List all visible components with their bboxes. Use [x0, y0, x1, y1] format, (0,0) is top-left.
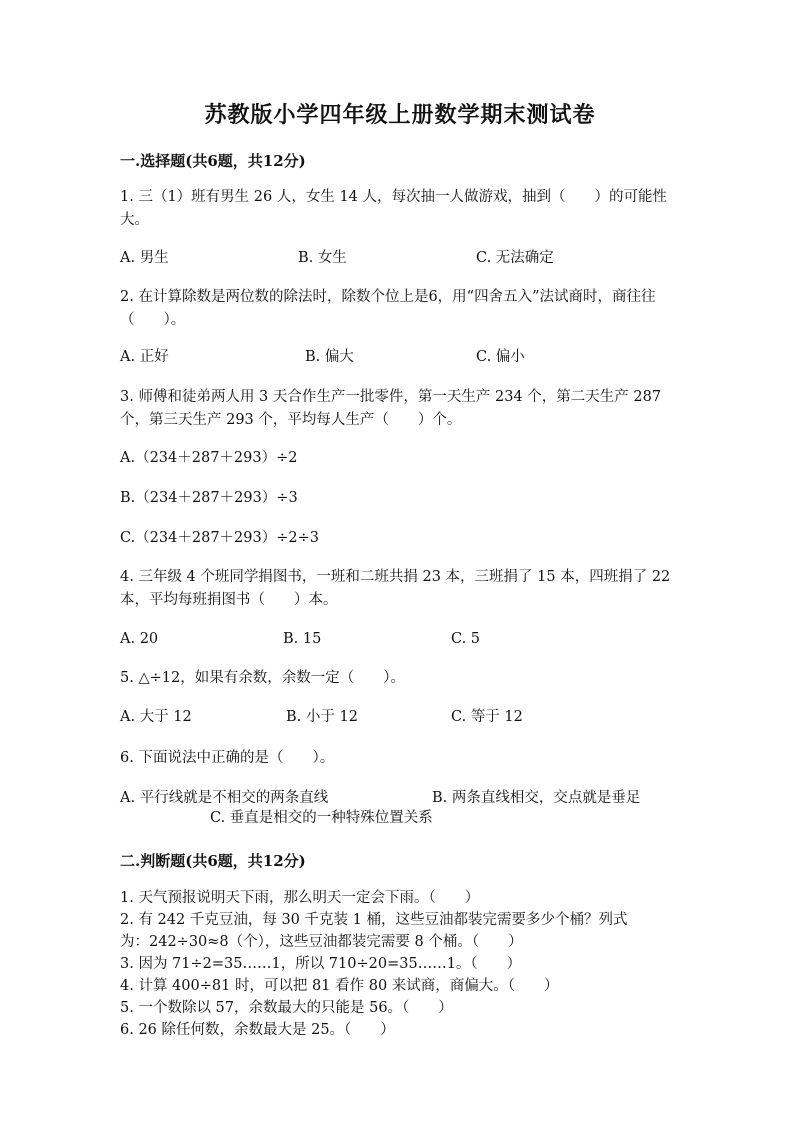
judgement-2-cont: 为：242÷30≈8（个），这些豆油都装完需要 8 个桶。（ ） [120, 934, 523, 950]
option-4a: A. 20 [120, 631, 159, 647]
section-heading-judgement: 二.判断题(共6题，共12分) [120, 852, 306, 870]
option-2c: C. 偏小 [476, 349, 525, 365]
option-5b: B. 小于 12 [286, 709, 358, 725]
section-heading-choice: 一.选择题(共6题，共12分) [120, 152, 306, 170]
option-5a: A. 大于 12 [120, 709, 192, 725]
question-2: 2. 在计算除数是两位数的除法时，除数个位上是6，用“四舍五入”法试商时，商往往（ ）。 [120, 289, 656, 328]
question-4: 4. 三年级 4 个班同学捐图书，一班和二班共捐 23 本，三班捐了 15 本，四班捐了 22 本，平均每班捐图书（ ）本。 [120, 569, 671, 608]
question-5: 5. △÷12，如果有余数，余数一定（ ）。 [120, 670, 405, 686]
question-6: 6. 下面说法中正确的是（ ）。 [120, 750, 335, 766]
option-3b: B.（234＋287＋293）÷3 [120, 490, 298, 506]
option-3c: C.（234＋287＋293）÷2÷3 [120, 530, 319, 546]
option-1c: C. 无法确定 [476, 250, 554, 266]
question-3: 3. 师傅和徒弟两人用 3 天合作生产一批零件，第一天生产 234 个，第二天生产 287 个，第三天生产 293 个，平均每人生产（ ）个。 [120, 389, 662, 428]
question-1: 1. 三（1）班有男生 26 人，女生 14 人，每次抽一人做游戏，抽到（ ）的可能性大。 [120, 189, 668, 228]
judgement-5: 5. 一个数除以 57，余数最大的只能是 56。（ ） [120, 1000, 453, 1016]
option-4c: C. 5 [451, 631, 481, 647]
option-1b: B. 女生 [298, 250, 347, 266]
option-5c: C. 等于 12 [451, 709, 523, 725]
option-6a: A. 平行线就是不相交的两条直线 [120, 790, 329, 806]
judgement-3: 3. 因为 71÷2=35……1，所以 710÷20=35……1。（ ） [120, 956, 522, 972]
option-6c: C. 垂直是相交的一种特殊位置关系 [210, 810, 433, 826]
option-3a: A.（234＋287＋293）÷2 [120, 450, 298, 466]
option-4b: B. 15 [283, 631, 322, 647]
option-2b: B. 偏大 [305, 349, 354, 365]
option-6b: B. 两条直线相交，交点就是垂足 [432, 790, 641, 806]
judgement-1: 1. 天气预报说明天下雨，那么明天一定会下雨。（ ） [120, 890, 480, 906]
exam-title: 苏教版小学四年级上册数学期末测试卷 [204, 102, 596, 128]
option-1a: A. 男生 [120, 250, 169, 266]
judgement-2: 2. 有 242 千克豆油，每 30 千克装 1 桶，这些豆油都装完需要多少个桶？列式 [120, 912, 628, 928]
judgement-6: 6. 26 除任何数，余数最大是 25。（ ） [120, 1022, 395, 1038]
option-2a: A. 正好 [120, 349, 169, 365]
judgement-4: 4. 计算 400÷81 时，可以把 81 看作 80 来试商，商偏大。（ ） [120, 978, 559, 994]
